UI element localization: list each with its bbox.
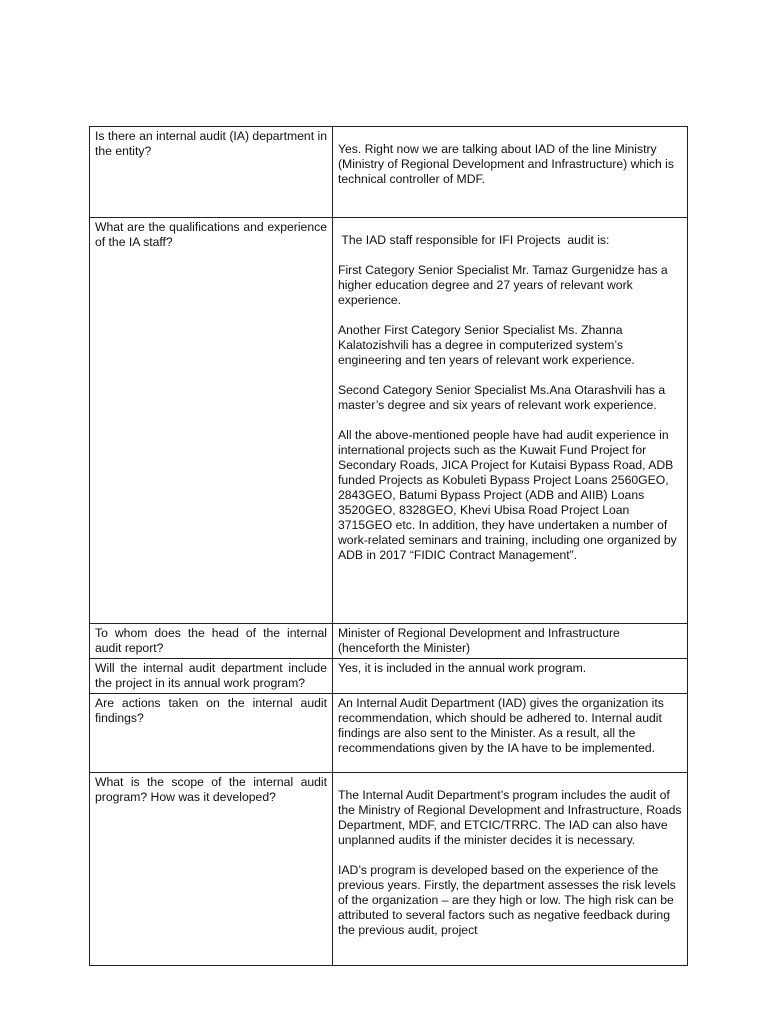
answer-cell bbox=[333, 773, 688, 966]
answer-paragraph: First Category Senior Specialist Mr. Tamaz Gurgenidze has a higher education degree and 27 years of relevant work experience. bbox=[338, 263, 668, 307]
table-row bbox=[90, 127, 688, 218]
question-cell: Is there an internal audit (IA) department in the entity? bbox=[90, 127, 333, 218]
table-row bbox=[90, 659, 688, 694]
answer-paragraph: IAD’s program is developed based on the experience of the previous years. Firstly, the department assesses the risk levels of the organization – are they high or low. The high risk can be attributed to several factors such as negative feedback during the previous audit, project bbox=[338, 863, 676, 937]
answer-paragraph: The Internal Audit Department’s program includes the audit of the Ministry of Regional Development and Infrastructure, Roads Department, MDF, and ETCIC/TRRC. The IAD can also have unplanned audits if the minister decides it is necessary. bbox=[338, 788, 682, 847]
answer-cell bbox=[333, 218, 688, 624]
question-cell: Are actions taken on the internal audit findings? bbox=[90, 694, 333, 773]
table-row bbox=[90, 773, 688, 966]
answer-paragraph: Yes. Right now we are talking about IAD of the line Ministry (Ministry of Regional Development and Infrastructure) which is technical controller of MDF. bbox=[338, 142, 674, 186]
answer-paragraph: Another First Category Senior Specialist Ms. Zhanna Kalatozishvili has a degree in computerized system’s engineering and ten years of relevant work experience. bbox=[338, 323, 635, 367]
answer-cell bbox=[333, 624, 688, 659]
answer-paragraph: Minister of Regional Development and Infrastructure (henceforth the Minister) bbox=[338, 626, 620, 655]
table-row bbox=[90, 624, 688, 659]
audit-questionnaire-table bbox=[89, 126, 688, 966]
answer-cell bbox=[333, 127, 688, 218]
answer-paragraph: All the above-mentioned people have had audit experience in international projects such as the Kuwait Fund Project for Secondary Roads, JICA Project for Kutaisi Bypass Road, ADB funded Projects as Kobuleti Bypass Project Loans 2560GEO, 2843GEO, Batumi Bypass Project (ADB and AIIB) Loans 3520GEO, 8328GEO, Khevi Ubisa Road Project Loan 3715GEO etc. In addition, they have undertaken a number of work-related seminars and training, including one organized by ADB in 2017 “FIDIC Contract Management”. bbox=[338, 428, 677, 562]
answer-cell bbox=[333, 694, 688, 773]
table-row bbox=[90, 694, 688, 773]
answer-paragraph: An Internal Audit Department (IAD) gives the organization its recommendation, which should be adhered to. Internal audit findings are also sent to the Minister. As a result, all the recommendations given by the IA have to be implemented. bbox=[338, 696, 664, 755]
table-row bbox=[90, 218, 688, 624]
answer-paragraph: Yes, it is included in the annual work program. bbox=[338, 661, 587, 675]
question-cell: To whom does the head of the internal audit report? bbox=[90, 624, 333, 659]
question-cell: Will the internal audit department include the project in its annual work program? bbox=[90, 659, 333, 694]
question-cell: What is the scope of the internal audit program? How was it developed? bbox=[90, 773, 333, 966]
question-cell: What are the qualifications and experience of the IA staff? bbox=[90, 218, 333, 624]
answer-cell bbox=[333, 659, 688, 694]
answer-paragraph: The IAD staff responsible for IFI Projects audit is: bbox=[338, 233, 610, 247]
answer-paragraph: Second Category Senior Specialist Ms.Ana Otarashvili has a master’s degree and six years of relevant work experience. bbox=[338, 383, 666, 412]
